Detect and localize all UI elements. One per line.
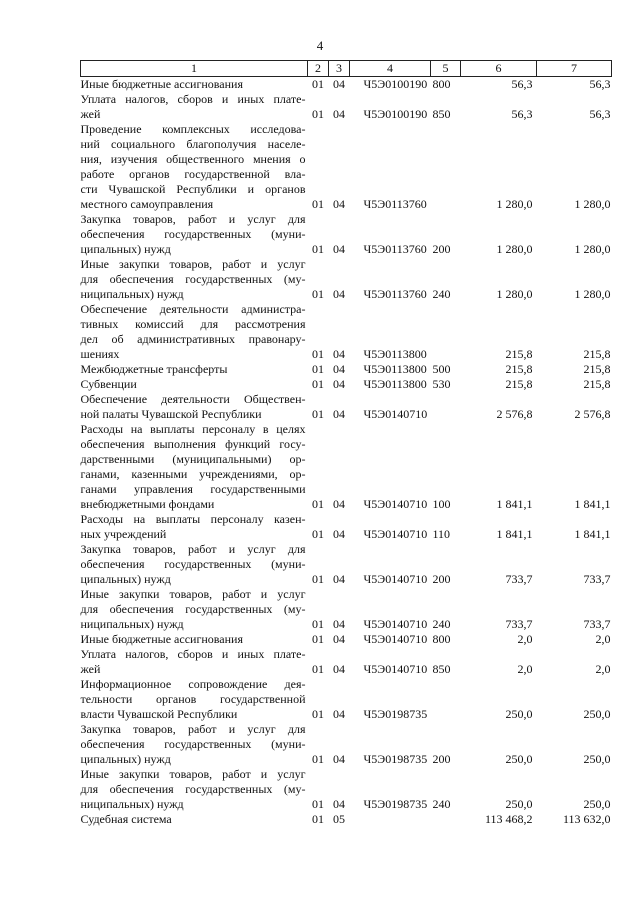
row-amount-2: 1 280,0: [574, 242, 611, 256]
row-amount-2: 1 280,0: [574, 197, 611, 211]
row-section: 01: [312, 662, 324, 676]
budget-table: [80, 60, 612, 827]
row-name: [81, 257, 308, 302]
row-amount-1: 250,0: [505, 707, 533, 721]
row-name: [81, 647, 308, 677]
row-name-line: обеспечения государственных (муни-: [80, 737, 306, 751]
row-name: [81, 632, 308, 647]
row-name-line: шениях: [80, 347, 120, 361]
row-section: 01: [312, 527, 324, 541]
row-subsection: 04: [333, 242, 345, 256]
row-section: 01: [312, 797, 324, 811]
row-amount-2: 2 576,8: [574, 407, 611, 421]
row-name: [81, 302, 308, 362]
row-target-article: Ч5Э0198735: [363, 707, 428, 721]
row-name-line: Субвенции: [80, 377, 137, 391]
row-amount-1: 250,0: [505, 797, 533, 811]
table-row: [81, 92, 612, 122]
row-section: 01: [312, 197, 324, 211]
table-row: [81, 77, 612, 93]
row-subsection: 04: [333, 77, 345, 91]
table-row: [81, 587, 612, 632]
row-name-line: ниципальных) нужд: [80, 797, 184, 811]
column-header-subsection: 3: [329, 61, 350, 77]
row-target-article: Ч5Э0140710: [363, 497, 428, 511]
column-header-name: 1: [81, 61, 308, 77]
row-expense-type: [431, 392, 461, 422]
table-row: [81, 392, 612, 422]
row-expense-type: 240: [432, 287, 451, 301]
row-amount-1: 250,0: [505, 752, 533, 766]
row-target-article: Ч5Э0113760: [363, 197, 427, 211]
row-subsection: 04: [333, 287, 345, 301]
row-name-line: ний социального благополучия населе-: [80, 137, 306, 151]
row-name-line: Расходы на выплаты персоналу в целях: [80, 422, 306, 436]
row-subsection: 04: [333, 347, 345, 361]
row-name-line: ниципальных) нужд: [80, 617, 184, 631]
row-name-line: Закупка товаров, работ и услуг для: [80, 212, 306, 226]
row-name-line: Иные закупки товаров, работ и услуг: [80, 767, 306, 781]
row-name-line: Уплата налогов, сборов и иных плате-: [80, 92, 306, 106]
row-name-line: обеспечения государственных (муни-: [80, 557, 306, 571]
row-name: [81, 422, 308, 512]
row-name: [81, 767, 308, 812]
row-name-line: ния, изучения общественного мнения о: [80, 152, 306, 166]
row-expense-type: [431, 677, 461, 722]
row-name-line: ганами управления государственными: [80, 482, 306, 496]
row-amount-2: 250,0: [583, 752, 611, 766]
row-section: 01: [312, 617, 324, 631]
row-amount-2: 113 632,0: [562, 812, 611, 826]
row-target-article: Ч5Э0198735: [363, 752, 428, 766]
row-name-line: ципальных) нужд: [80, 572, 171, 586]
row-name-line: ных учреждений: [80, 527, 167, 541]
row-name-line: Информационное сопровождение дея-: [80, 677, 306, 691]
row-expense-type: 500: [432, 362, 451, 376]
row-amount-1: 56,3: [511, 77, 533, 91]
row-name: [81, 77, 308, 93]
row-expense-type: 850: [432, 107, 451, 121]
row-amount-1: 1 280,0: [496, 197, 533, 211]
row-section: 01: [312, 812, 324, 826]
row-section: 01: [312, 107, 324, 121]
row-target-article: Ч5Э0140710: [363, 632, 428, 646]
row-name-line: Судебная система: [80, 812, 172, 826]
row-target-article: Ч5Э0113800: [363, 377, 427, 391]
row-target-article: Ч5Э0140710: [363, 407, 428, 421]
row-name: [81, 542, 308, 587]
row-amount-1: 1 841,1: [496, 497, 533, 511]
row-section: 01: [312, 632, 324, 646]
row-subsection: 04: [333, 107, 345, 121]
row-amount-2: 56,3: [589, 77, 611, 91]
row-section: 01: [312, 287, 324, 301]
row-name-line: Обеспечение деятельности администра-: [80, 302, 306, 316]
row-name: [81, 92, 308, 122]
row-amount-1: 1 280,0: [496, 287, 533, 301]
row-amount-1: 2,0: [517, 632, 533, 646]
row-name-line: ной палаты Чувашской Республики: [80, 407, 262, 421]
row-target-article: [350, 812, 431, 827]
row-target-article: Ч5Э0113800: [363, 362, 427, 376]
column-header-section: 2: [308, 61, 329, 77]
row-name: [81, 362, 308, 377]
row-expense-type: 200: [432, 572, 451, 586]
table-row: [81, 632, 612, 647]
row-subsection: 04: [333, 617, 345, 631]
table-row: [81, 122, 612, 212]
row-target-article: Ч5Э0140710: [363, 527, 428, 541]
row-subsection: 04: [333, 407, 345, 421]
row-section: 01: [312, 347, 324, 361]
row-section: 01: [312, 497, 324, 511]
row-subsection: 04: [333, 752, 345, 766]
column-header-amount-1: 6: [461, 61, 537, 77]
row-name: [81, 722, 308, 767]
row-amount-1: 215,8: [505, 377, 533, 391]
row-name-line: ганами, казенными учреждениями, ор-: [80, 467, 306, 481]
row-target-article: Ч5Э0140710: [363, 617, 428, 631]
row-amount-2: 2,0: [595, 632, 611, 646]
row-section: 01: [312, 377, 324, 391]
row-name-line: для обеспечения государственных (му-: [80, 602, 306, 616]
row-expense-type: 800: [432, 632, 451, 646]
row-expense-type: 110: [432, 527, 451, 541]
row-target-article: Ч5Э0113800: [363, 347, 427, 361]
row-amount-2: 1 280,0: [574, 287, 611, 301]
column-header-expense-type: 5: [431, 61, 461, 77]
row-section: 01: [312, 752, 324, 766]
row-amount-2: 2,0: [595, 662, 611, 676]
row-subsection: 05: [333, 812, 345, 826]
row-name-line: внебюджетными фондами: [80, 497, 215, 511]
row-amount-2: 56,3: [589, 107, 611, 121]
row-amount-1: 215,8: [505, 362, 533, 376]
row-name-line: Иные закупки товаров, работ и услуг: [80, 257, 306, 271]
row-amount-1: 56,3: [511, 107, 533, 121]
table-row: [81, 767, 612, 812]
table-row: [81, 812, 612, 827]
row-expense-type: 100: [432, 497, 451, 511]
row-amount-2: 1 841,1: [574, 527, 611, 541]
row-name-line: тивных комиссий для рассмотрения: [80, 317, 306, 331]
column-header-target-article: 4: [350, 61, 431, 77]
row-amount-2: 215,8: [583, 347, 611, 361]
row-expense-type: 200: [432, 752, 451, 766]
row-amount-2: 733,7: [583, 617, 611, 631]
row-expense-type: [431, 122, 461, 212]
row-amount-1: 2 576,8: [496, 407, 533, 421]
row-name-line: Иные бюджетные ассигнования: [80, 632, 243, 646]
row-expense-type: 800: [432, 77, 451, 91]
row-name-line: местного самоуправления: [80, 197, 214, 211]
page-number: 4: [316, 38, 324, 53]
row-target-article: Ч5Э0113760: [363, 287, 427, 301]
row-section: 01: [312, 77, 324, 91]
row-name-line: для обеспечения государственных (му-: [80, 272, 306, 286]
row-amount-2: 250,0: [583, 707, 611, 721]
row-target-article: Ч5Э0140710: [363, 662, 428, 676]
row-name-line: Межбюджетные трансферты: [80, 362, 228, 376]
row-name: [81, 677, 308, 722]
row-subsection: 04: [333, 197, 345, 211]
table-row: [81, 362, 612, 377]
row-subsection: 04: [333, 707, 345, 721]
table-row: [81, 422, 612, 512]
row-name: [81, 587, 308, 632]
row-amount-2: 215,8: [583, 362, 611, 376]
row-name-line: дарственными (муниципальными) ор-: [80, 452, 306, 466]
column-header-amount-2: 7: [537, 61, 612, 77]
table-row: [81, 212, 612, 257]
table-row: [81, 542, 612, 587]
table-row: [81, 302, 612, 362]
row-amount-1: 733,7: [505, 572, 533, 586]
table-row: [81, 677, 612, 722]
table-row: [81, 722, 612, 767]
row-expense-type: 530: [432, 377, 451, 391]
row-name: [81, 122, 308, 212]
row-amount-1: 1 280,0: [496, 242, 533, 256]
row-name-line: Уплата налогов, сборов и иных плате-: [80, 647, 306, 661]
row-name-line: ниципальных) нужд: [80, 287, 184, 301]
row-name: [81, 812, 308, 827]
row-name: [81, 377, 308, 392]
row-section: 01: [312, 707, 324, 721]
row-subsection: 04: [333, 572, 345, 586]
row-amount-1: 733,7: [505, 617, 533, 631]
row-amount-1: 1 841,1: [496, 527, 533, 541]
row-name: [81, 392, 308, 422]
row-name-line: тельности органов государственной: [80, 692, 306, 706]
row-name-line: обеспечения выполнения функций госу-: [80, 437, 306, 451]
row-section: 01: [312, 362, 324, 376]
row-amount-2: 215,8: [583, 377, 611, 391]
row-target-article: Ч5Э0140710: [363, 572, 428, 586]
row-name-line: для обеспечения государственных (му-: [80, 782, 306, 796]
row-expense-type: 200: [432, 242, 451, 256]
row-amount-1: 113 468,2: [484, 812, 533, 826]
row-expense-type: 850: [432, 662, 451, 676]
row-name-line: сти Чувашской Республики и органов: [80, 182, 306, 196]
row-amount-1: 2,0: [517, 662, 533, 676]
row-name-line: жей: [80, 662, 101, 676]
row-expense-type: 240: [432, 617, 451, 631]
row-subsection: 04: [333, 797, 345, 811]
row-target-article: Ч5Э0100190: [363, 77, 428, 91]
row-subsection: 04: [333, 362, 345, 376]
row-name-line: Закупка товаров, работ и услуг для: [80, 722, 306, 736]
row-subsection: 04: [333, 497, 345, 511]
row-name-line: дел об административных правонару-: [80, 332, 306, 346]
row-name: [81, 512, 308, 542]
table-row: [81, 377, 612, 392]
row-name-line: Обеспечение деятельности Обществен-: [80, 392, 306, 406]
row-name-line: жей: [80, 107, 101, 121]
row-name-line: ципальных) нужд: [80, 242, 171, 256]
row-name-line: ципальных) нужд: [80, 752, 171, 766]
row-amount-2: 733,7: [583, 572, 611, 586]
row-subsection: 04: [333, 662, 345, 676]
row-section: 01: [312, 242, 324, 256]
row-amount-2: 250,0: [583, 797, 611, 811]
table-row: [81, 512, 612, 542]
row-name-line: власти Чувашской Республики: [80, 707, 238, 721]
table-body: [81, 77, 612, 828]
row-target-article: Ч5Э0198735: [363, 797, 428, 811]
row-name-line: работе органов государственной вла-: [80, 167, 306, 181]
row-section: 01: [312, 407, 324, 421]
row-name-line: Проведение комплексных исследова-: [80, 122, 306, 136]
row-name-line: Закупка товаров, работ и услуг для: [80, 542, 306, 556]
row-expense-type: [431, 302, 461, 362]
row-target-article: Ч5Э0113760: [363, 242, 427, 256]
row-amount-1: 215,8: [505, 347, 533, 361]
row-section: 01: [312, 572, 324, 586]
row-name-line: Иные бюджетные ассигнования: [80, 77, 243, 91]
row-subsection: 04: [333, 377, 345, 391]
row-name-line: Иные закупки товаров, работ и услуг: [80, 587, 306, 601]
row-name-line: обеспечения государственных (муни-: [80, 227, 306, 241]
row-amount-2: 1 841,1: [574, 497, 611, 511]
row-expense-type: 240: [432, 797, 451, 811]
row-target-article: Ч5Э0100190: [363, 107, 428, 121]
row-expense-type: [431, 812, 461, 827]
table-row: [81, 647, 612, 677]
row-subsection: 04: [333, 527, 345, 541]
row-name: [81, 212, 308, 257]
table-header-row: [81, 61, 612, 77]
row-name-line: Расходы на выплаты персоналу казен-: [80, 512, 306, 526]
table-row: [81, 257, 612, 302]
row-subsection: 04: [333, 632, 345, 646]
